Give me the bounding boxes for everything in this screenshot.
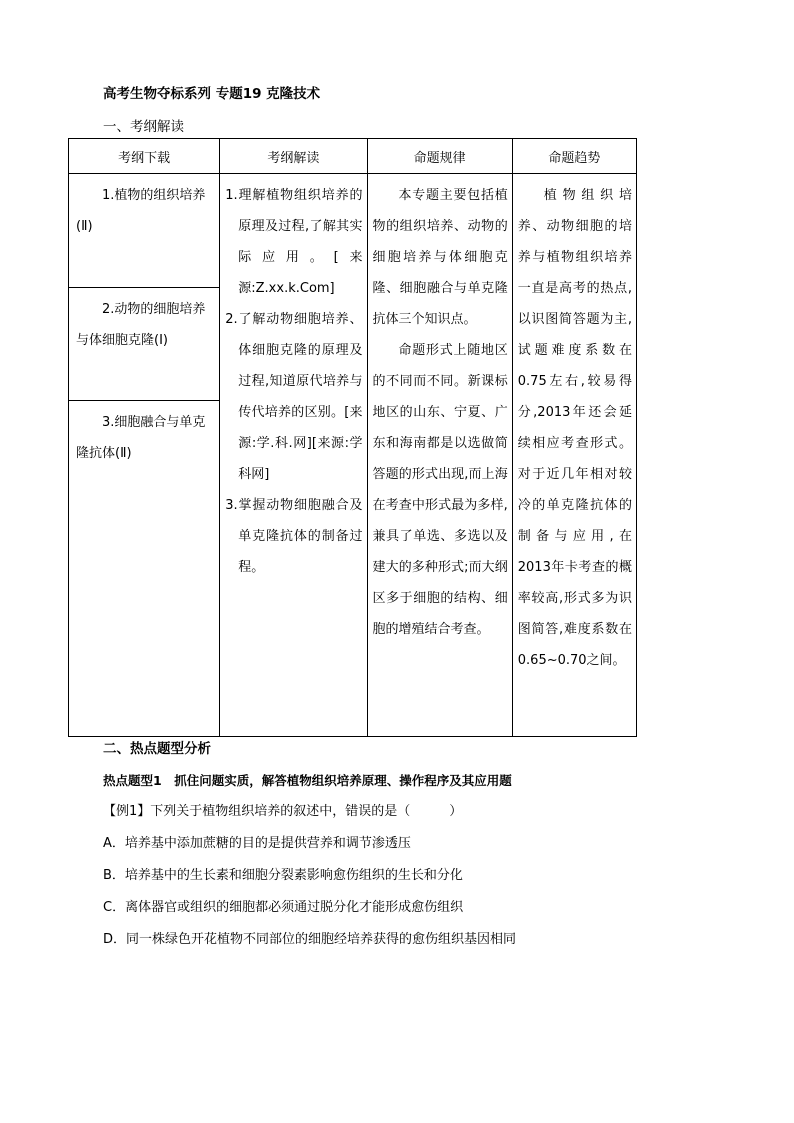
section-heading-hot-topics: 二、热点题型分析 bbox=[103, 741, 211, 757]
header-trend: 命题趋势 bbox=[512, 139, 636, 174]
download-item-1: 1.植物的组织培养(Ⅱ) bbox=[69, 174, 219, 288]
trend-cell bbox=[512, 174, 636, 737]
syllabus-table bbox=[68, 138, 637, 737]
interpretation-item-1: 1.理解植物组织培养的原理及过程,了解其实际应用。[来源:Z.xx.k.Com] bbox=[225, 188, 363, 296]
interpretation-item-2: 2.了解动物细胞培养、体细胞克隆的原理及过程,知道原代培养与传代培养的区别。[来源:学.科.网][来源:学科网] bbox=[225, 312, 363, 482]
table-header-row bbox=[69, 139, 637, 174]
document-title: 高考生物夺标系列 专题19 克隆技术 bbox=[103, 86, 321, 102]
rule-paragraph-1: 本专题主要包括植物的组织培养、动物的细胞培养与体细胞克隆、细胞融合与单克隆抗体三个知识点。 bbox=[372, 188, 508, 327]
hot-topic-heading: 热点题型1 抓住问题实质，解答植物组织培养原理、操作程序及其应用题 bbox=[103, 773, 512, 788]
option-d: D．同一株绿色开花植物不同部位的细胞经培养获得的愈伤组织基因相同 bbox=[103, 932, 517, 947]
interpretation-cell bbox=[220, 174, 367, 737]
rule-paragraph-2: 命题形式上随地区的不同而不同。新课标地区的山东、宁夏、广东和海南都是以选做简答题的形式出现,而上海在考查中形式最为多样,兼具了单选、多选以及建大的多种形式;而大纲区多于细胞的结构、细胞的增殖结合考查。 bbox=[372, 343, 508, 637]
option-c: C．离体器官或组织的细胞都必须通过脱分化才能形成愈伤组织 bbox=[103, 900, 464, 915]
option-a: A．培养基中添加蔗糖的目的是提供营养和调节渗透压 bbox=[103, 836, 411, 851]
header-rule: 命题规律 bbox=[367, 139, 512, 174]
header-download: 考纲下载 bbox=[69, 139, 220, 174]
table-row bbox=[69, 174, 637, 737]
section-heading-syllabus: 一、考纲解读 bbox=[103, 119, 184, 135]
interpretation-item-3: 3.掌握动物细胞融合及单克隆抗体的制备过程。 bbox=[225, 498, 363, 575]
example-question: 【例1】下列关于植物组织培养的叙述中，错误的是（ ） bbox=[103, 804, 463, 819]
trend-paragraph: 植物组织培养、动物细胞的培养与植物组织培养一直是高考的热点,以识图简答题为主,试题难度系数在0.75左右,较易得分,2013年还会延续相应考查形式。对于近几年相对较冷的单克隆抗体的制备与应用,在2013年卡考查的概率较高,形式多为识图简答,难度系数在0.65~0.70之间。 bbox=[517, 188, 632, 668]
header-interpretation: 考纲解读 bbox=[220, 139, 367, 174]
download-item-2: 2.动物的细胞培养与体细胞克隆(Ⅰ) bbox=[69, 288, 219, 401]
option-b: B．培养基中的生长素和细胞分裂素影响愈伤组织的生长和分化 bbox=[103, 868, 463, 883]
download-item-3: 3.细胞融合与单克隆抗体(Ⅱ) bbox=[76, 415, 206, 461]
download-cell bbox=[69, 174, 220, 737]
rule-cell bbox=[367, 174, 512, 737]
